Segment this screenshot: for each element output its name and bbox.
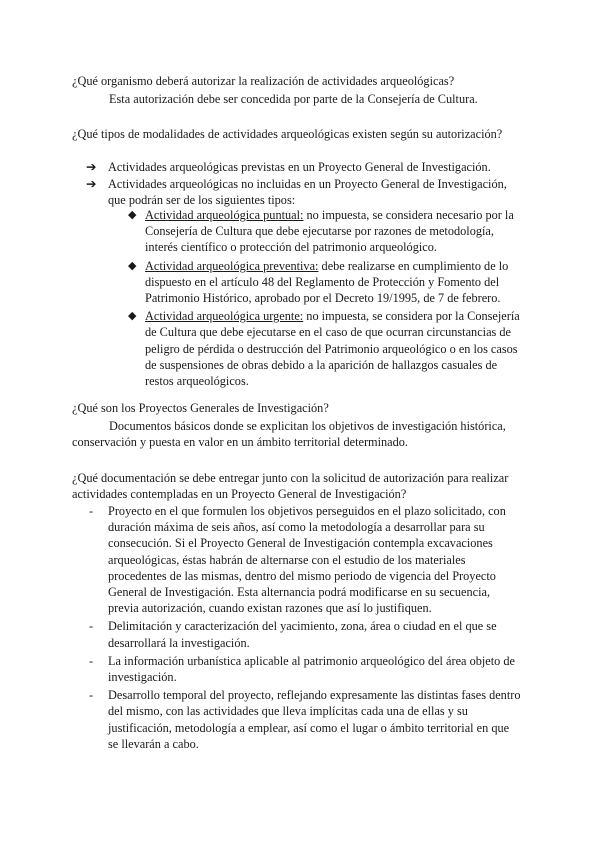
arrow-icon: ➔ [86,160,97,174]
activity-types-list [128,207,523,391]
dash-bullet-icon: - [89,504,94,518]
dash-bullet-icon: - [89,653,94,668]
list-item: - Proyecto en el que formulen los objetivos perseguidos en el plazo solicitado, con duración máxima de seis años, así como la metodología a desarrollar para su consecución. Si el Proyecto General de Investigación contempla excavaciones arqueológicas, éstas habrán de alternarse con el estudio de los materiales procedentes de las mismas, dentro del mismo periodo de vigencia del Proyecto General de Investigación. Esta alternancia podrá modificarse en su secuencia, previa autorización, cuando existan razones que así lo justifiquen. [89,504,506,616]
list-item: - Delimitación y caracterización del yacimiento, zona, área o ciudad en el que se desarrollará la investigación. [89,619,497,650]
list-item: - Desarrollo temporal del proyecto, reflejando expresamente las distintas fases dentro del mismo, con las actividades que lleva implícitas cada una de ellas y su justificación, metodología a emplear, así como el lugar o ámbito territorial en que se llevarán a cabo. [89,688,521,751]
list-item: ◆ Actividad arqueológica preventiva: debe realizarse en cumplimiento de lo dispuesto en el artículo 48 del Reglamento de Protección y Fomento del Patrimonio Histórico, aprobado por el Decreto 19/1995, de 7 de febrero. [128,258,509,306]
activity-term: Actividad arqueológica urgente: [145,309,304,324]
documentation-list [89,503,522,754]
question-4: ¿Qué documentación se debe entregar junto con la solicitud de autorización para realizar actividades contempladas en un Proyecto General de Investigación? [72,471,509,502]
activity-term: Actividad arqueológica preventiva: [145,258,319,273]
dash-bullet-icon: - [89,619,94,634]
activity-term: Actividad arqueológica puntual: [145,208,304,222]
list-item: ◆ Actividad arqueológica urgente: no impuesta, se considera por la Consejería de Cultura que debe ejecutarse en el caso de que ocurran circunstancias de peligro de pérdida o destrucción del Patrimonio arqueológico o en los casos de suspensiones de obras debido a la aparición de hallazgos casuales de restos arqueológicos. [128,309,520,389]
question-3: ¿Qué son los Proyectos Generales de Investigación? [72,401,329,415]
diamond-bullet-icon: ◆ [128,209,137,221]
list-item: ➔ Actividades arqueológicas no incluidas en un Proyecto General de Investigación, que podrán ser de los siguientes tipos: [86,177,507,208]
question-2: ¿Qué tipos de modalidades de actividades arqueológicas existen según su autorización? [72,127,503,141]
diamond-bullet-icon: ◆ [128,310,137,323]
dash-bullet-icon: - [89,688,94,703]
diamond-bullet-icon: ◆ [128,259,137,272]
list-item: ◆ Actividad arqueológica puntual: no impuesta, se considera necesario por la Consejería de Cultura que debe ejecutarse por razones de metodología, interés científico o protección del patrimonio arqueológico. [128,208,514,255]
answer-1: Esta autorización debe ser concedida por parte de la Consejería de Cultura. [109,92,478,106]
list-item: ➔ Actividades arqueológicas previstas en un Proyecto General de Investigación. [86,160,491,174]
answer-3: Documentos básicos donde se explicitan los objetivos de investigación histórica, conservación y puesta en valor en un ámbito territorial determinado. [72,419,506,450]
list-item: - La información urbanística aplicable al patrimonio arqueológico del área objeto de investigación. [89,653,515,685]
question-1: ¿Qué organismo deberá autorizar la realización de actividades arqueológicas? [72,74,455,88]
modalities-list [86,159,520,211]
arrow-icon: ➔ [86,177,97,192]
